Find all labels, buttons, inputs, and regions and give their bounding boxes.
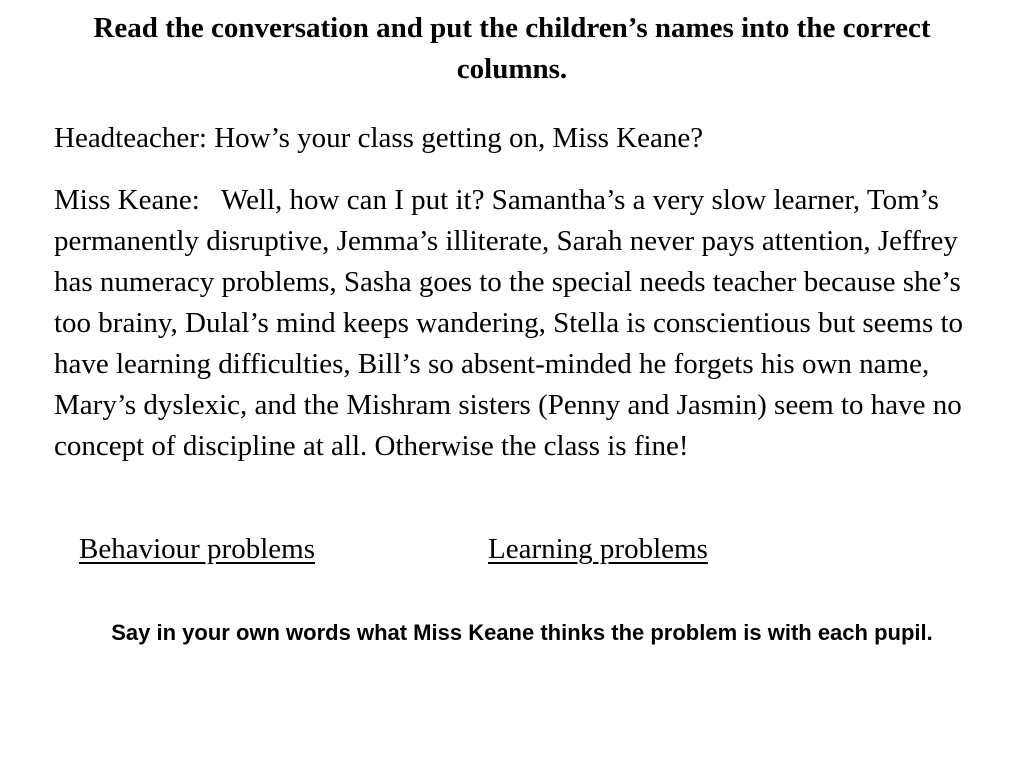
speaker-label: Headteacher: xyxy=(54,122,207,154)
speaker-label: Miss Keane: xyxy=(54,184,200,216)
dialogue-line-miss-keane xyxy=(54,180,994,467)
column-heading-learning-problems: Learning problems xyxy=(488,533,708,565)
dialogue-line-headteacher xyxy=(54,118,994,159)
dialogue-text: How’s your class getting on, Miss Keane? xyxy=(214,122,704,154)
page-title: Read the conversation and put the children’s names into the correct columns. xyxy=(93,12,931,85)
dialogue-text: Well, how can I put it? Samantha’s a very slow learner, Tom’s permanently disruptive, Jemma’s illiterate, Sarah never pays attention, Jeffrey has numeracy problems, Sasha goes to the special needs teacher because she’s too brainy, Dulal’s mind keeps wandering, Stella is conscientious but seems to have learning difficulties, Bill’s so absent-minded he forgets his own name, Mary’s dyslexic, and the Mishram sisters (Penny and Jasmin) seem to have no concept of discipline at all. Otherwise the class is fine! xyxy=(54,184,964,462)
instruction-text: Say in your own words what Miss Keane thinks the problem is with each pupil. xyxy=(111,620,933,645)
column-headings xyxy=(0,529,1024,570)
column-heading-behaviour-problems: Behaviour problems xyxy=(79,533,315,565)
